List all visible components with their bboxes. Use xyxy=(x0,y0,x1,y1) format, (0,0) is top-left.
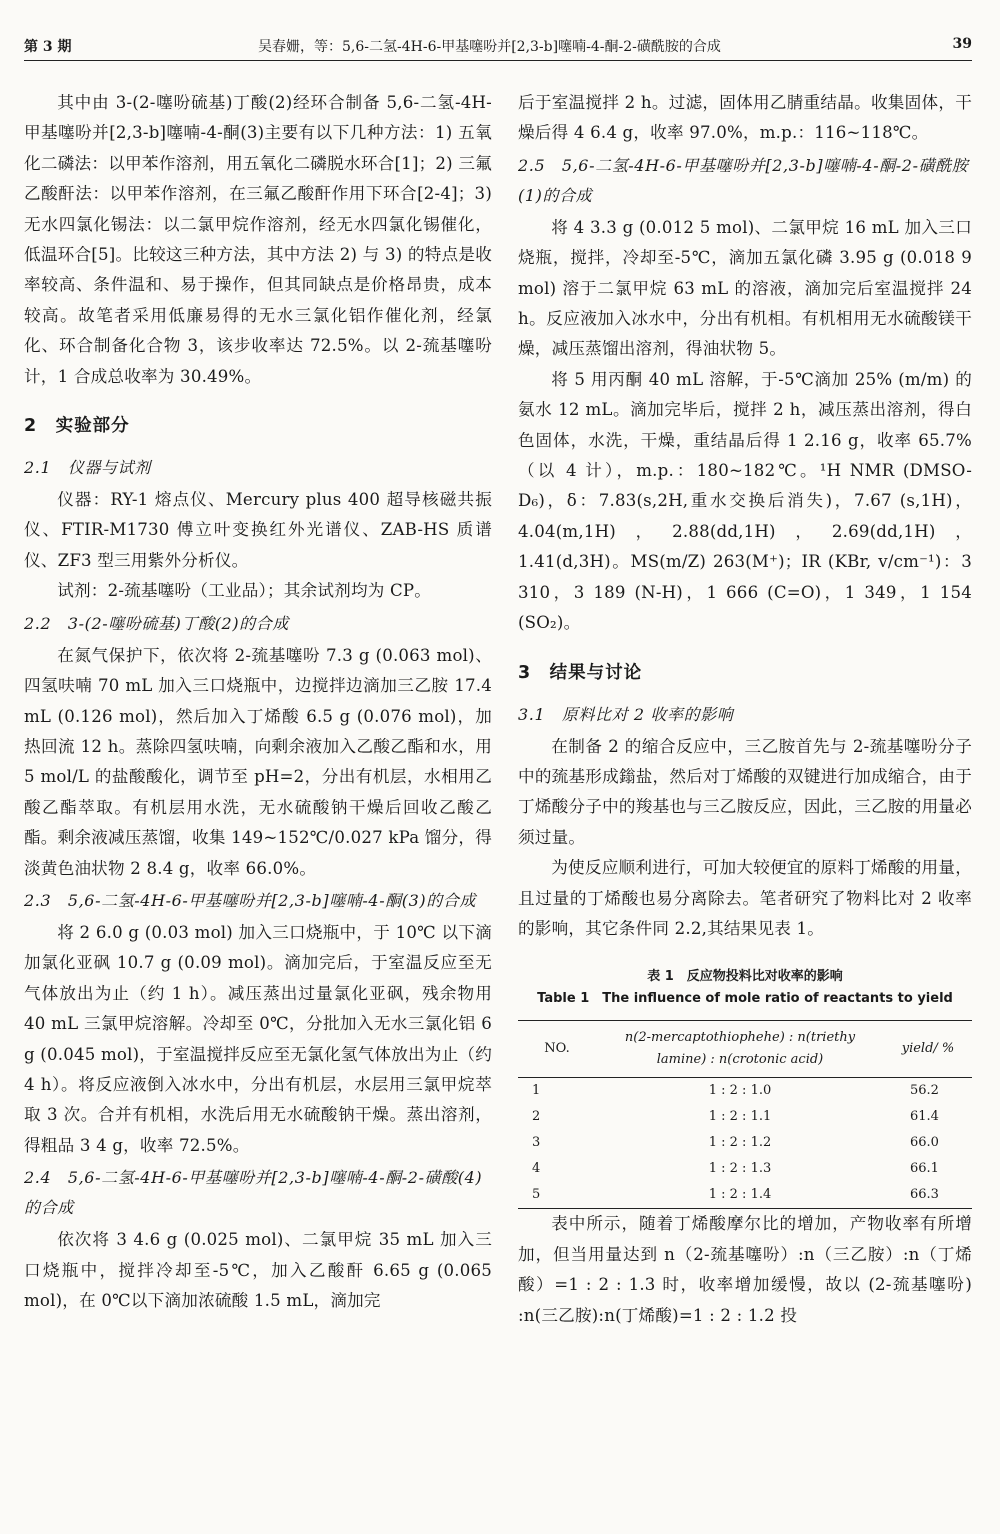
paragraph-after-table: 表中所示，随着丁烯酸摩尔比的增加，产物收率有所增加，但当用量达到 n（2-巯基噻吩）:n（三乙胺）:n（丁烯酸）=1 : 2 : 1.3 时，收率增加缓慢，故以 (2-巯基噻吩) :n(三乙胺):n(丁烯酸)=1 : 2 : 1.2 投 xyxy=(518,1214,972,1325)
paragraph-2-5-b: 将 5 用丙酮 40 mL 溶解，于-5℃滴加 25% (m/m) 的氨水 12 mL。滴加完毕后，搅拌 2 h，减压蒸出溶剂，得白色固体，水洗，干燥，重结晶后得 1 2.16 g，收率 65.7%（以 4 计），m.p.：180~182℃。¹H NMR (DMSO-D₆)，δ：7.83(s,2H,重水交换后消失)，7.67 (s,1H)，4.04(m,1H)，2.88(dd,1H)，2.69(dd,1H)，1.41(d,3H)。MS(m/Z) 263(M⁺)；IR (KBr, v/cm⁻¹)：3 310，3 189 (N-H)，1 666 (C=O)，1 349，1 154 (SO₂)。 xyxy=(518,369,972,633)
table-1 xyxy=(518,966,972,1209)
cell-ratio: 1 : 2 : 1.0 xyxy=(708,1083,772,1099)
subsection-heading-2-4: 2.4 5,6-二氢-4H-6-甲基噻吩并[2,3-b]噻喃-4-酮-2-磺酸(4)的合成 xyxy=(24,1168,483,1218)
paragraph-2-3: 将 2 6.0 g (0.03 mol) 加入三口烧瓶中，于 10℃ 以下滴加氯化亚砜 10.7 g (0.09 mol)。滴加完后，于室温反应至无气体放出为止（约 1 h）。减压蒸出过量氯化亚砜，残余物用 40 mL 三氯甲烷溶解。冷却至 0℃，分批加入无水三氯化铝 6 g (0.045 mol)，于室温搅拌反应至无氯化氢气体放出为止（约 4 h）。将反应液倒入冰水中，分出有机层，水层用三氯甲烷萃取 3 次。合并有机相，水洗后用无水硫酸钠干燥。蒸出溶剂，得粗品 3 4 g，收率 72.5%。 xyxy=(24,922,492,1155)
cell-no: 3 xyxy=(532,1135,541,1151)
cell-no: 1 xyxy=(532,1083,541,1099)
reagents-paragraph: 试剂：2-巯基噻吩（工业品）；其余试剂均为 CP。 xyxy=(57,581,432,601)
table-row xyxy=(518,1130,972,1156)
section-heading-experimental: 2 实验部分 xyxy=(24,416,130,437)
paragraph-2-2: 在氮气保护下，依次将 2-巯基噻吩 7.3 g (0.063 mol)、四氢呋喃 70 mL 加入三口烧瓶中，边搅拌边滴加三乙胺 17.4 mL (0.126 mol)，然后加入丁烯酸 6.5 g (0.076 mol)，加热回流 12 h。蒸除四氢呋喃，向剩余液加入乙酸乙酯和水，用 5 mol/L 的盐酸酸化，调节至 pH=2，分出有机层，水相用乙酸乙酯萃取。有机层用水洗，无水硫酸钠干燥后回收乙酸乙酯。剩余液减压蒸馏，收集 149~152℃/0.027 kPa 馏分，得淡黄色油状物 2 8.4 g，收率 66.0%。 xyxy=(24,645,492,878)
header-no: NO. xyxy=(518,1021,596,1078)
page-header xyxy=(24,34,972,61)
paragraph-3-1-a: 在制备 2 的缩合反应中，三乙胺首先与 2-巯基噻吩分子中的巯基形成鎓盐，然后对丁烯酸的双键进行加成缩合，由于丁烯酸分子中的羧基也与三乙胺反应，因此，三乙胺的用量必须过量。 xyxy=(518,736,972,847)
table-row xyxy=(518,1156,972,1182)
page-number: 39 xyxy=(952,36,972,52)
cell-ratio: 1 : 2 : 1.2 xyxy=(708,1135,772,1151)
table-caption-cn: 表 1 反应物投料比对收率的影响 xyxy=(647,969,843,985)
subsection-heading-2-3: 2.3 5,6-二氢-4H-6-甲基噻吩并[2,3-b]噻喃-4-酮(3)的合成 xyxy=(24,890,477,910)
cell-yield: 66.0 xyxy=(910,1135,939,1151)
right-column xyxy=(518,88,972,1331)
cell-no: 5 xyxy=(532,1187,541,1203)
cell-yield: 66.1 xyxy=(910,1161,939,1177)
section-heading-results: 3 结果与讨论 xyxy=(518,662,643,683)
subsection-heading-2-1: 2.1 仪器与试剂 xyxy=(24,458,151,478)
left-column xyxy=(24,88,492,1316)
table-row xyxy=(518,1078,972,1105)
header-ratio: n(2-mercaptothiophehe) : n(triethy lamine) : n(crotonic acid) xyxy=(596,1021,884,1078)
ratio-yield-table xyxy=(518,1020,972,1209)
cell-ratio: 1 : 2 : 1.3 xyxy=(708,1161,772,1177)
table-header-row xyxy=(518,1021,972,1078)
intro-paragraph: 其中由 3-(2-噻吩硫基)丁酸(2)经环合制备 5,6-二氢-4H-甲基噻吩并[2,3-b]噻喃-4-酮(3)主要有以下几种方法：1) 五氧化二磷法：以甲苯作溶剂，用五氧化二磷脱水环合[1]；2) 三氟乙酸酐法：以甲苯作溶剂，在三氟乙酸酐作用下环合[2-4]；3) 无水四氯化锡法：以二氯甲烷作溶剂，经无水四氯化锡催化，低温环合[5]。比较这三种方法，其中方法 2) 与 3) 的特点是收率较高、条件温和、易于操作，但其同缺点是价格昂贵，成本较高。故笔者采用低廉易得的无水三氯化铝作催化剂，经氯化、环合制备化合物 3，该步收率达 72.5%。以 2-巯基噻吩计，1 合成总收率为 30.49%。 xyxy=(24,93,492,386)
running-title: 吴春姗，等：5,6-二氢-4H-6-甲基噻吩并[2,3-b]噻喃-4-酮-2-磺酰胺的合成 xyxy=(258,39,721,55)
header-yield: yield/ % xyxy=(884,1021,972,1078)
paragraph-3-1-b: 为使反应顺利进行，可加大较便宜的原料丁烯酸的用量，且过量的丁烯酸也易分离除去。笔者研究了物料比对 2 收率的影响，其它条件同 2.2,其结果见表 1。 xyxy=(518,858,972,938)
cell-ratio: 1 : 2 : 1.4 xyxy=(708,1187,772,1203)
table-row xyxy=(518,1104,972,1130)
table-caption-en: Table 1 The influence of mole ratio of reactants to yield xyxy=(537,991,953,1007)
cell-no: 4 xyxy=(532,1161,541,1177)
cell-no: 2 xyxy=(532,1109,541,1125)
subsection-heading-2-5: 2.5 5,6-二氢-4H-6-甲基噻吩并[2,3-b]噻喃-4-酮-2-磺酰胺(1)的合成 xyxy=(518,155,969,205)
cell-yield: 66.3 xyxy=(910,1187,939,1203)
cell-yield: 61.4 xyxy=(910,1109,939,1125)
subsection-heading-2-2: 2.2 3-(2-噻吩硫基)丁酸(2)的合成 xyxy=(24,613,289,633)
issue-label: 第 3 期 xyxy=(24,39,72,55)
table-row xyxy=(518,1182,972,1209)
paragraph-2-5-a: 将 4 3.3 g (0.012 5 mol)、二氯甲烷 16 mL 加入三口烧瓶，搅拌，冷却至-5℃，滴加五氯化磷 3.95 g (0.018 9 mol) 溶于二氯甲烷 63 mL 的溶液，滴加完后室温搅拌 24 h。反应液加入冰水中，分出有机相。有机相用无水硫酸镁干燥，减压蒸馏出溶剂，得油状物 5。 xyxy=(518,217,972,359)
cell-yield: 56.2 xyxy=(910,1083,939,1099)
paragraph-2-4-continued: 后于室温搅拌 2 h。过滤，固体用乙腈重结晶。收集固体，干燥后得 4 6.4 g，收率 97.0%，m.p.：116~118℃。 xyxy=(518,93,972,143)
subsection-heading-3-1: 3.1 原料比对 2 收率的影响 xyxy=(518,704,734,724)
instruments-paragraph: 仪器：RY-1 熔点仪、Mercury plus 400 超导核磁共振仪、FTIR-M1730 傅立叶变换红外光谱仪、ZAB-HS 质谱仪、ZF3 型三用紫外分析仪。 xyxy=(24,490,492,570)
cell-ratio: 1 : 2 : 1.1 xyxy=(708,1109,772,1125)
paragraph-2-4: 依次将 3 4.6 g (0.025 mol)、二氯甲烷 35 mL 加入三口烧瓶中，搅拌冷却至-5℃，加入乙酸酐 6.65 g (0.065 mol)，在 0℃以下滴加浓硫酸 1.5 mL，滴加完 xyxy=(24,1230,492,1310)
